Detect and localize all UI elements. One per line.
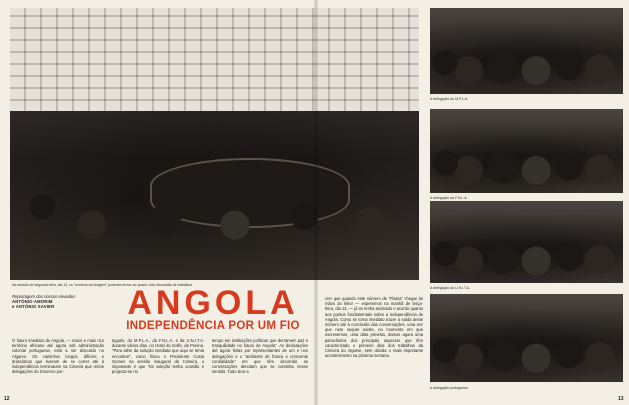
article-column-2: tugués, do M.P.L.A., da F.N.L.A. e da U.N.I.T.A. durante vários dias, no Hotel do Golfe, da Penina. "Para além da solução imediata que aqui se tenta encontrar", como frisou o Presidente Costa Gomes na sessão inaugural da Cimeira, o importante é que "tal solução tenha ocasião e projecta-se no <box>112 338 204 375</box>
main-photo-caption: Na sessão de segunda-feira, dia 13, os "homens da imagem" puseram termo ao quarto ciclo discussão de trabalhos. <box>12 283 194 287</box>
byline <box>12 294 104 309</box>
portuguese-delegates <box>430 329 623 382</box>
unita-delegation-photo <box>430 201 623 283</box>
portugal-caption: A delegação portuguesa <box>430 386 468 390</box>
ceiling-grid <box>10 8 419 111</box>
page-number-left: 12 <box>4 396 10 402</box>
byline-name-1: ANTÓNIO AMORIM <box>12 299 53 304</box>
article-column-3: tempo em instituições políticas que derramem paz e tranquilidade no futuro de Angola". As declarações até agora feitas por representantes de um e nos delegações e o "ambiente de franca e crescente cordialidade" em que têm decorrido as conversações denotam que se caminha nesse sentido. Tudo leva a <box>212 338 308 375</box>
delegates-silhouettes <box>10 158 419 280</box>
portuguese-delegation-photo <box>430 294 623 382</box>
main-conference-photo <box>10 8 419 280</box>
page-gutter <box>314 0 318 405</box>
fnla-delegation-photo <box>430 109 623 193</box>
page-number-right: 13 <box>618 396 624 402</box>
article-column-1: O futuro imediato de Angola, — maior e mais rico território africano até agora sob administração colonial portuguesa, está a ser discutido no Algarve. Os caminhos longos, difíceis e dramáticos que tiveram de se correr até à independência terminaram na Cimeira que reúne delegações do Governo por- <box>12 338 104 375</box>
fnla-delegates <box>430 143 623 193</box>
unita-caption: A delegação da U.N.I.T.A. <box>430 286 471 290</box>
fnla-caption: A delegação da F.N.L.A. <box>430 196 468 200</box>
headline: ANGOLA <box>127 284 299 322</box>
mpla-delegates <box>430 42 623 94</box>
byline-label: Reportagem dos nossos enviados <box>12 294 76 299</box>
subheadline: INDEPENDÊNCIA POR UM FIO <box>126 320 300 332</box>
byline-name-2: e ANTÓNIO XAVIER <box>12 304 55 309</box>
article-column-4: crer que quando este número de "Flama" chegar às mãos do leitor — esperemos na manhã de terça-feira, dia 14, — já se tenha assinado o acordo quanto aos pontos fundamentais sobre a independência de Angola. Como se torna imediato trazer a saída deste número até à conclusão das conversações, uma vez que nem sequer existe, no momento em que escrevemos, uma data prevista, damos agora uma panorâmica dos principais aspectos que têm caracterizado o primeiro dias dos trabalhos da Cimeira do Algarve, sem dúvida o mais importante acontecimento na próxima semana. <box>325 296 423 359</box>
mpla-delegation-photo <box>430 8 623 94</box>
unita-delegates <box>430 234 623 283</box>
mpla-caption: A delegação do M.P.L.A. <box>430 97 469 101</box>
